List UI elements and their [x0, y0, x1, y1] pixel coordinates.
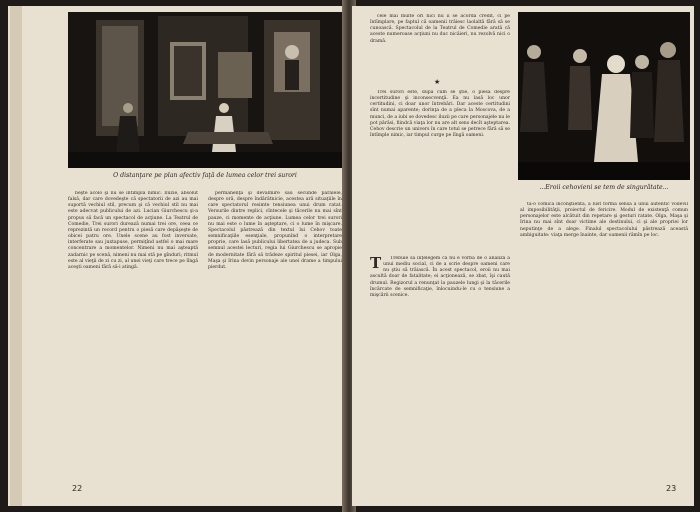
right-page-column-1b [370, 90, 510, 250]
right-page [352, 6, 694, 506]
stage-photo-right [518, 12, 690, 180]
left-page-column-2 [208, 191, 342, 479]
right-column-1c-text: Trebuie să înţelegem că nu e vorba de o analiză a unui mediu social, ci de a scrie despre oameni care nu ştiu să trăiască. În acest spectacol, eroii nu mai ascultă doar de fatalitate; ei acţionează, se zbat, îşi caută drumul. Regizorul a renunţat la pauzele lungi şi la tăcerile încărcate de semnificaţie, înlocuindu-le cu o tensiune a mişcării scenice. [370, 256, 510, 298]
right-page-column-1 [370, 14, 510, 76]
drop-cap-letter: T [370, 256, 382, 272]
photo-caption-left: O distanţare pe plan afectiv faţă de lumea celor trei surori [113, 172, 297, 179]
right-page-column-2 [520, 202, 688, 482]
section-star: ★ [434, 78, 441, 86]
stage-photo-left-image [68, 12, 342, 168]
left-page-column-1 [68, 191, 198, 479]
page-edge-left [10, 6, 22, 506]
photo-caption-right: ...Eroii cehovieni se tem de singurătate... [539, 184, 669, 191]
right-column-1-text: cele mai multe ori nici nu îi se acordă credit, ci pe întîmplare, pe faptul că oamenii trăiesc laolaltă fără să se cunoască. Spectacolul de la Teatrul de Comedie arată că aceste numeroase acţiuni nu duc nicăieri, nu rezolvă nici o dramă. [370, 14, 510, 44]
page-number-right: 23 [666, 484, 677, 493]
left-column-2-text: permanenţă şi devălmire sau secunde paralele, despre oră, despre îndărătnicie, acestea ară situaţiile în care spectatorul resimte tensiunea unui drum ratat. Versurile dintre replici, cîntecele şi tăcerile nu mai sînt pauze, ci momente de acţiune. Lumea celor trei surori nu mai este o lume în aşteptare, ci o lume în mişcare. Spectacolul păstrează din textul lui Cehov toate semnificaţiile esenţiale, propunînd o interpretare proprie, care lasă publicului libertatea de a judeca. Sub semnul acestei lecturi, regia lui Giurchescu se apropie de modernitate fără să trădeze spiritul piesei, iar Olga, Maşa şi Irina devin personaje ale unei drame a timpului pierdut. [208, 191, 342, 270]
left-column-1-text: beşte acolo şi nu se întîmplă nimic. Iluzie, absolut falsă, dar care dovedeşte că spectatorii de azi au mai suportă vechiul stil, precum şi că vechiul stil nu mai este adecvat publicului de azi. Lucian Giurchescu şi-a propus să facă un spectacol de acţiune. La Teatrul de Comedie, Trei surori durează numai trei ore, ceea ce reprezintă un record pentru o piesă care depăşeşte de obicei patru ore. Unele scene au fost inversate, interferate sau juxtapuse, permiţînd astfel o mai mare concentrare a momentelor. Nimeni nu mai aşteaptă zadarnic pe scenă, nimeni nu mai stă pe gînduri; ritmul este al vieţii de zi cu zi, al unei vieţi care trece pe lîngă aceşti oameni fără să-i atingă. [68, 191, 198, 270]
right-column-2-text: tă-o comică inconştientă, a lust forma sensă a unui autentic vodevil al imposibilităţii, proiectul de fericire. Modul de existenţă comun personajelor este alcătuit din repetare şi gesturi ratate. Olga, Maşa şi Irina nu mai sînt doar victime ale destinului, ci şi ale propriei lor neputinţe de a alege. Finalul spectacolului păstrează această ambiguitate: viaţa merge înainte, dar oamenii rămîn pe loc. [520, 202, 688, 238]
stage-photo-right-image [518, 12, 690, 180]
left-page [8, 6, 346, 506]
right-column-1b-text: Trei surori este, după cum se ştie, o piesă despre incertitudine şi inconsecvenţă. Ea nu lasă loc unor certitudini, ci doar unor întrebări. Dar aceste certitudini sînt numai aparente; dorinţa de a pleca la Moscova, de a munci, de a iubi se dovedesc iluzii pe care personajele nu le pot părăsi, fiindcă viaţa lor nu are alt sens decît aşteptarea. Cehov descrie un univers în care totul se petrece fără să se întîmple nimic, iar timpul curge pe lîngă oameni. [370, 90, 510, 139]
page-number-left: 22 [72, 484, 83, 493]
right-page-column-1c [370, 256, 510, 492]
stage-photo-left [68, 12, 342, 168]
